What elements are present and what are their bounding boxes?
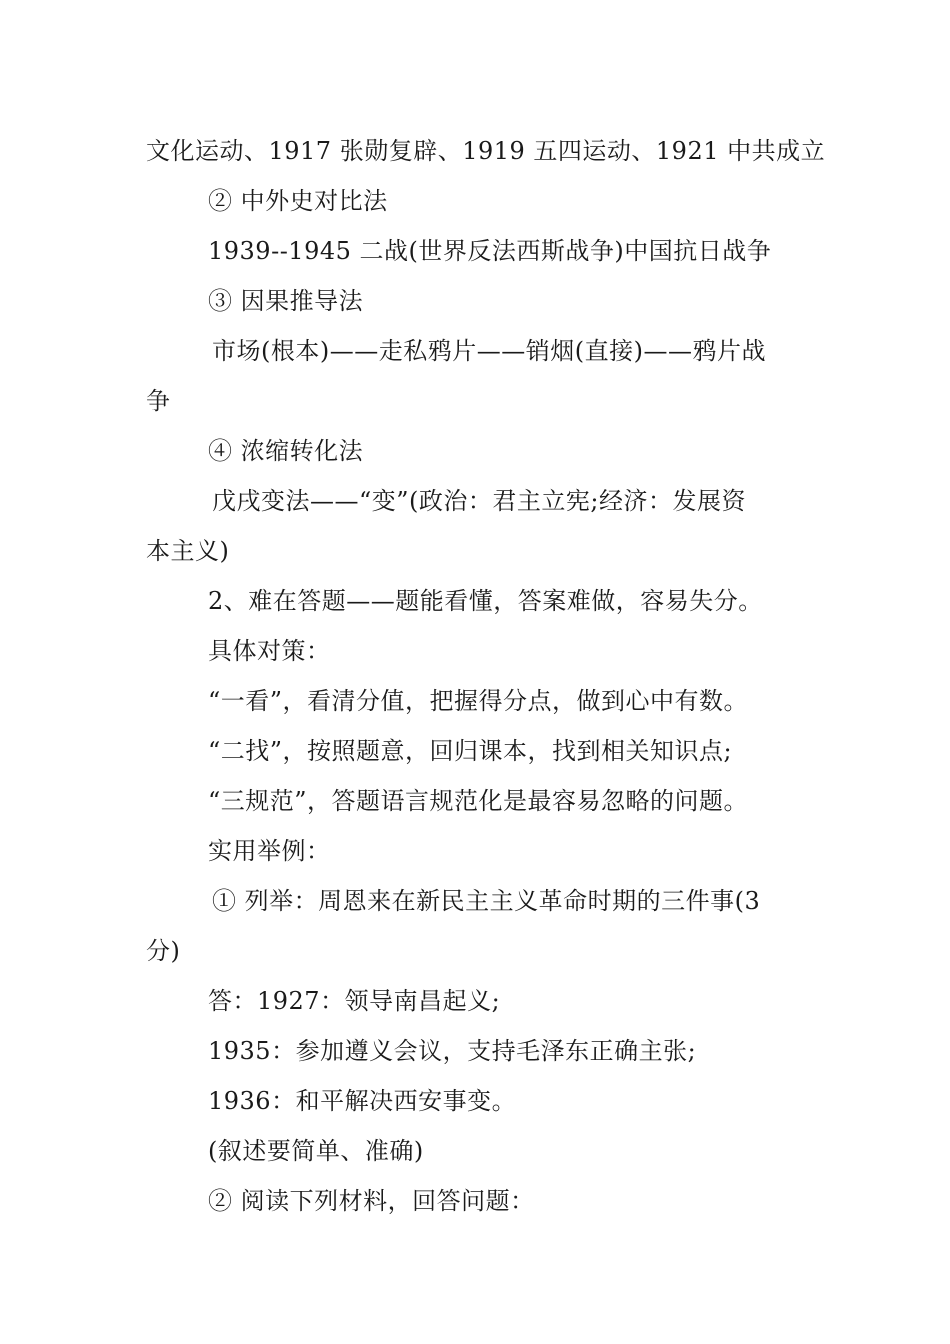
text-line: “二找”，按照题意，回归课本，找到相关知识点; bbox=[208, 737, 733, 765]
text-line: ① 列举：周恩来在新民主主义革命时期的三件事(3 bbox=[212, 887, 761, 915]
text-line: 争 bbox=[146, 387, 171, 415]
section-heading: 2、难在答题——题能看懂，答案难做，容易失分。 bbox=[208, 587, 763, 615]
text-line: 具体对策： bbox=[208, 637, 331, 665]
method-heading: ④ 浓缩转化法 bbox=[208, 437, 364, 465]
text-line: (叙述要简单、准确) bbox=[208, 1137, 424, 1165]
text-line: ② 阅读下列材料，回答问题： bbox=[208, 1187, 535, 1215]
text-line: 分) bbox=[146, 937, 181, 965]
text-line: 本主义) bbox=[146, 537, 230, 565]
method-heading: ② 中外史对比法 bbox=[208, 187, 388, 215]
method-heading: ③ 因果推导法 bbox=[208, 287, 364, 315]
text-line: 1939--1945 二战(世界反法西斯战争)中国抗日战争 bbox=[208, 237, 772, 265]
text-line: 戊戌变法——“变”(政治：君主立宪;经济：发展资 bbox=[212, 487, 746, 515]
text-line: 实用举例： bbox=[208, 837, 331, 865]
text-line: “一看”，看清分值，把握得分点，做到心中有数。 bbox=[208, 687, 749, 715]
text-line: “三规范”，答题语言规范化是最容易忽略的问题。 bbox=[208, 787, 749, 815]
text-line: 答：1927：领导南昌起义; bbox=[208, 987, 501, 1015]
text-line: 1935：参加遵义会议，支持毛泽东正确主张; bbox=[208, 1037, 697, 1065]
text-line: 1936：和平解决西安事变。 bbox=[208, 1087, 517, 1115]
text-line: 市场(根本)——走私鸦片——销烟(直接)——鸦片战 bbox=[212, 337, 766, 365]
text-line: 文化运动、1917 张勋复辟、1919 五四运动、1921 中共成立 bbox=[146, 137, 826, 165]
